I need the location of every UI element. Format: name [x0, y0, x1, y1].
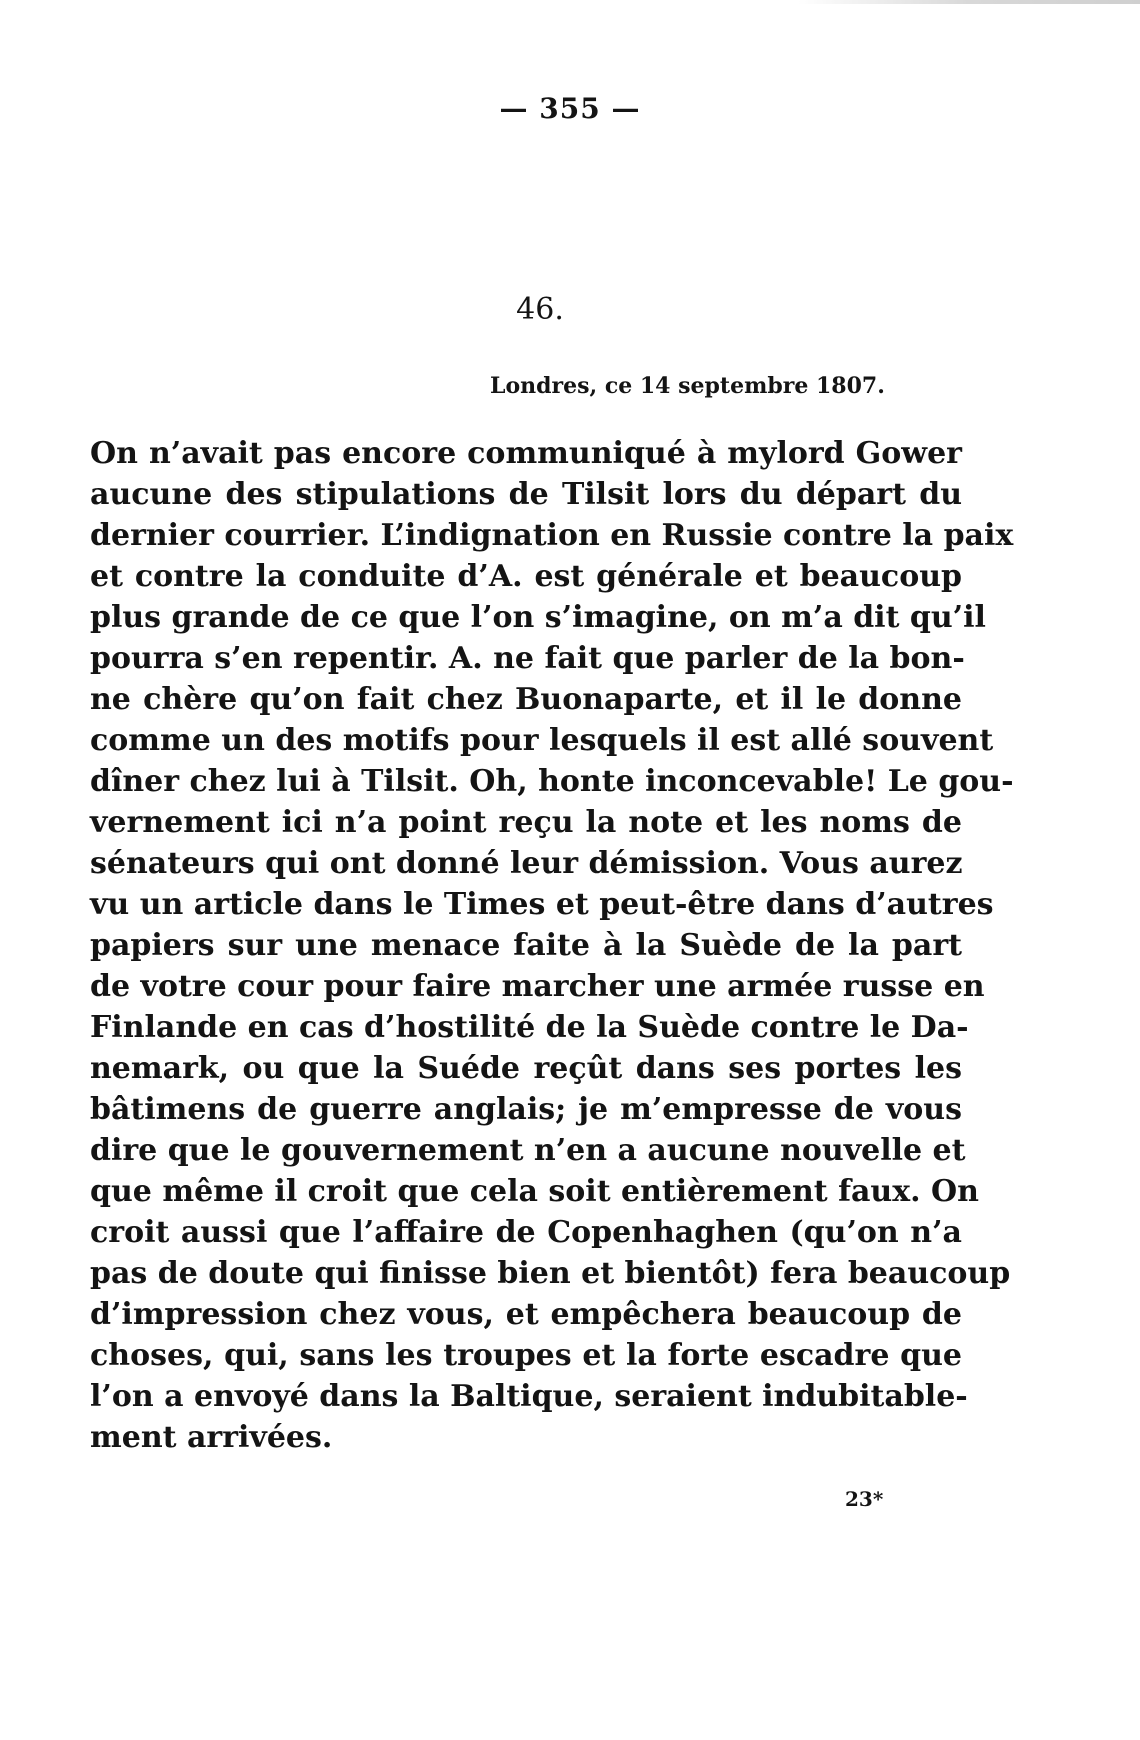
body-line: comme un des motifs pour lesquels il est allé souvent — [90, 723, 994, 758]
signature-mark: 23* — [845, 1487, 884, 1511]
body-line: papiers sur une menace faite à la Suède de la part — [90, 928, 962, 963]
body-line: Finlande en cas d’hostilité de la Suède contre le Da- — [90, 1010, 969, 1045]
body-line: On n’avait pas encore communiqué à mylord Gower — [90, 436, 962, 471]
body-line: de votre cour pour faire marcher une armée russe en — [90, 969, 985, 1004]
body-line: bâtimens de guerre anglais; je m’empresse de vous — [90, 1092, 962, 1127]
body-line: pas de doute qui finisse bien et bientôt) fera beaucoup — [90, 1256, 1011, 1291]
top-edge-rule — [0, 0, 1140, 4]
body-line: l’on a envoyé dans la Baltique, seraient indubitable- — [90, 1379, 968, 1414]
body-line: vernement ici n’a point reçu la note et les noms de — [90, 805, 962, 840]
body-line: et contre la conduite d’A. est générale et beaucoup — [90, 559, 962, 594]
dateline: Londres, ce 14 septembre 1807. — [490, 373, 885, 399]
letter-body — [90, 433, 1014, 1458]
body-line-last: ment arrivées. — [90, 1420, 333, 1455]
body-line: nemark, ou que la Suéde reçût dans ses portes les — [90, 1051, 962, 1086]
page-number-header: — 355 — — [499, 92, 641, 125]
body-line: dire que le gouvernement n’en a aucune nouvelle et — [90, 1133, 966, 1168]
letter-number: 46. — [516, 292, 564, 327]
body-line: aucune des stipulations de Tilsit lors du départ du — [90, 477, 962, 512]
body-line: vu un article dans le Times et peut-être dans d’autres — [90, 887, 994, 922]
body-line: que même il croit que cela soit entièrement faux. On — [90, 1174, 979, 1209]
body-line: sénateurs qui ont donné leur démission. Vous aurez — [90, 846, 963, 881]
body-line: croit aussi que l’affaire de Copenhaghen (qu’on n’a — [90, 1215, 962, 1250]
body-line: dîner chez lui à Tilsit. Oh, honte inconcevable! Le gou- — [90, 764, 1014, 799]
body-line: d’impression chez vous, et empêchera beaucoup de — [90, 1297, 962, 1332]
body-line: choses, qui, sans les troupes et la forte escadre que — [90, 1338, 962, 1373]
body-line: ne chère qu’on fait chez Buonaparte, et il le donne — [90, 682, 962, 717]
body-line: dernier courrier. L’indignation en Russie contre la paix — [90, 518, 1014, 553]
body-line: pourra s’en repentir. A. ne fait que parler de la bon- — [90, 641, 965, 676]
body-line: plus grande de ce que l’on s’imagine, on m’a dit qu’il — [90, 600, 986, 635]
